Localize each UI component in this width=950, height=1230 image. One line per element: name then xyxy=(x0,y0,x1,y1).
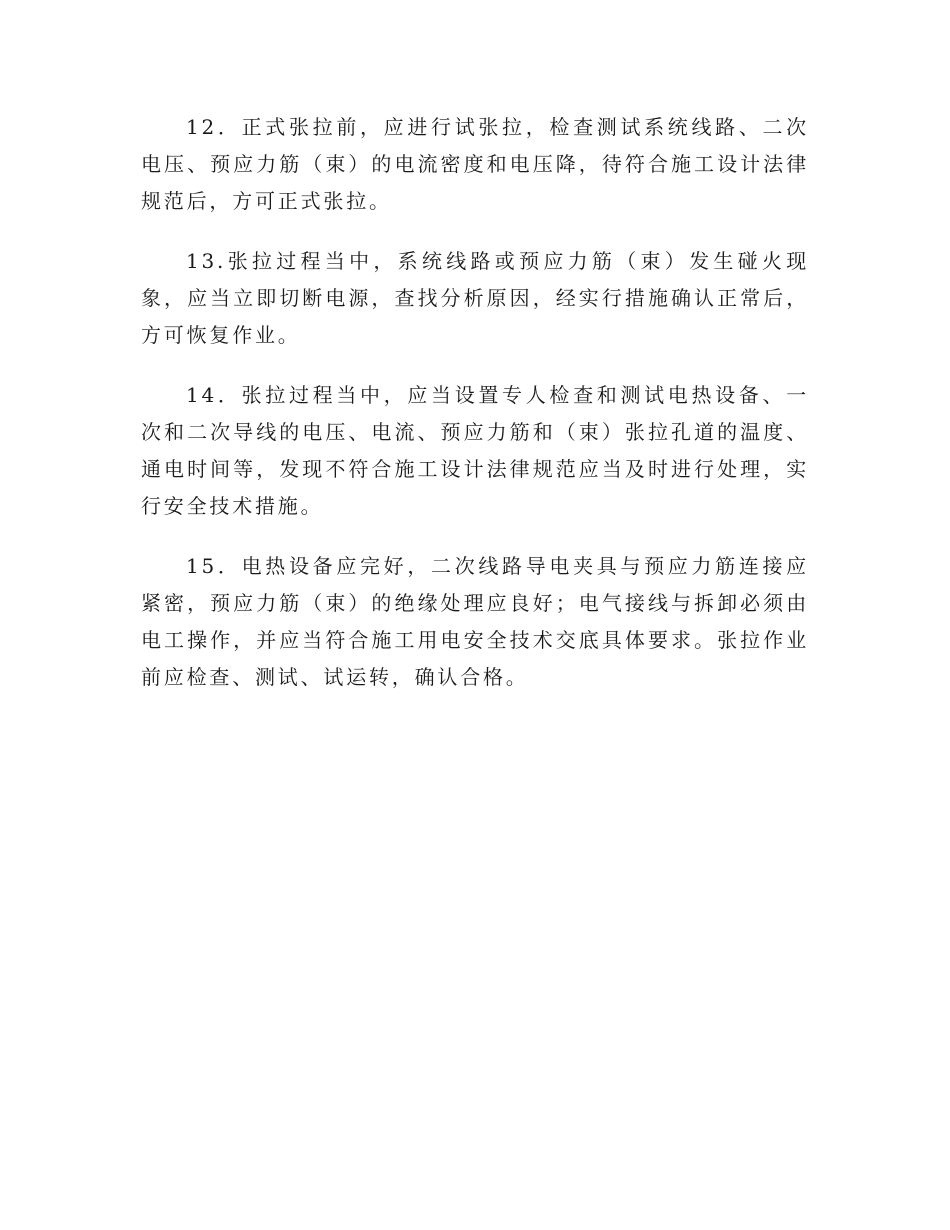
paragraph-13: 13.张拉过程当中，系统线路或预应力筋（束）发生碰火现象，应当立即切断电源，查找分析原因，经实行措施确认正常后，方可恢复作业。 xyxy=(141,249,809,347)
paragraph-14: 14．张拉过程当中，应当设置专人检查和测试电热设备、一次和二次导线的电压、电流、预应力筋和（束）张拉孔道的温度、通电时间等，发现不符合施工设计法律规范应当及时进行处理，实行安全技术措施。 xyxy=(141,383,809,518)
paragraph-12: 12．正式张拉前，应进行试张拉，检查测试系统线路、二次电压、预应力筋（束）的电流密度和电压降，待符合施工设计法律规范后，方可正式张拉。 xyxy=(141,115,809,213)
document-body xyxy=(141,109,809,719)
paragraph-15: 15．电热设备应完好，二次线路导电夹具与预应力筋连接应紧密，预应力筋（束）的绝缘处理应良好；电气接线与拆卸必须由电工操作，并应当符合施工用电安全技术交底具体要求。张拉作业前应检查、测试、试运转，确认合格。 xyxy=(141,554,809,689)
